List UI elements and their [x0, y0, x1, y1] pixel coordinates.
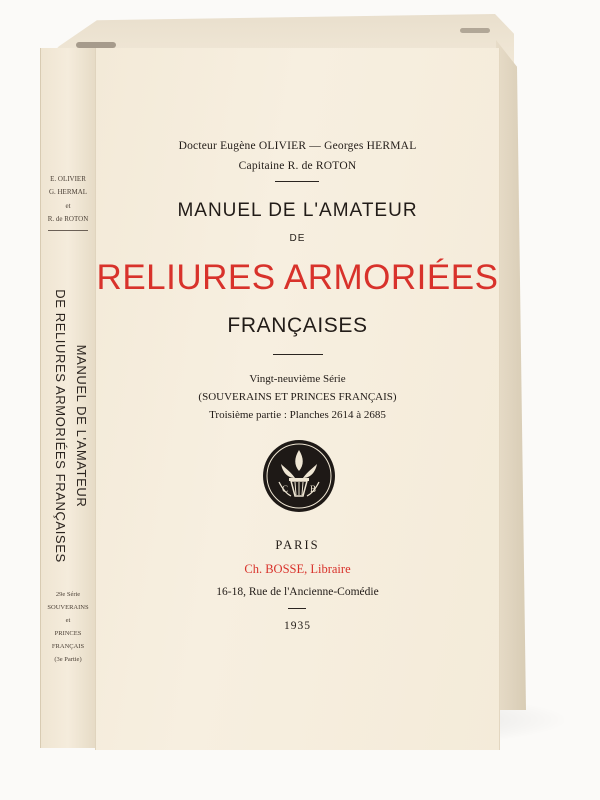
book-cover	[95, 48, 500, 750]
authors-line: Docteur Eugène OLIVIER — Georges HERMAL	[178, 140, 417, 152]
publisher-name: Ch. BOSSE, Libraire	[244, 562, 351, 576]
title-main: RELIURES ARMORIÉES	[96, 258, 499, 297]
spine-authors	[43, 173, 93, 231]
title-line1: MANUEL DE L'AMATEUR	[177, 200, 418, 221]
spine-author: R. de ROTON	[47, 214, 89, 223]
spine-series-line: PRINCES	[54, 630, 82, 637]
title-de: DE	[289, 233, 306, 244]
publication-year: 1935	[284, 620, 311, 632]
divider-rule	[275, 181, 319, 182]
spine-author: E. OLIVIER	[50, 175, 86, 183]
series-info	[95, 370, 500, 424]
cover-authors	[95, 136, 500, 176]
divider-rule	[288, 608, 306, 609]
spine-title	[53, 266, 89, 586]
publisher-city: PARIS	[275, 538, 320, 552]
spine-rule	[48, 230, 88, 231]
spine-series-line: (3e Partie)	[54, 656, 82, 663]
book-page-edge	[496, 40, 526, 710]
emblem-letter: C	[281, 484, 289, 494]
spine-series-line: FRANÇAIS	[51, 643, 85, 650]
publisher-address: 16-18, Rue de l'Ancienne-Comédie	[216, 586, 379, 598]
divider-rule	[273, 354, 323, 355]
emblem-letter: B	[309, 484, 317, 494]
spine-series-line: et	[65, 617, 71, 624]
spine-title-line2: DE RELIURES ARMORIÉES FRANÇAISES	[53, 289, 68, 563]
title-sub: FRANÇAISES	[227, 314, 368, 337]
spine-series	[45, 588, 91, 666]
authors-line: Capitaine R. de ROTON	[238, 160, 357, 172]
spine-author: G. HERMAL	[48, 188, 88, 197]
series-part: Troisième partie : Planches 2614 à 2685	[209, 409, 386, 421]
book-spine	[40, 48, 96, 748]
wear-mark	[460, 28, 490, 33]
spine-series-line: SOUVERAINS	[47, 604, 89, 611]
series-line: Vingt-neuvième Série	[249, 373, 346, 385]
spine-series-line: 29e Série	[55, 591, 81, 598]
spine-author: et	[65, 201, 71, 210]
publisher-emblem	[261, 438, 337, 514]
series-subject: (SOUVERAINS ET PRINCES FRANÇAIS)	[198, 391, 397, 403]
spine-title-line1: MANUEL DE L'AMATEUR	[74, 344, 89, 508]
